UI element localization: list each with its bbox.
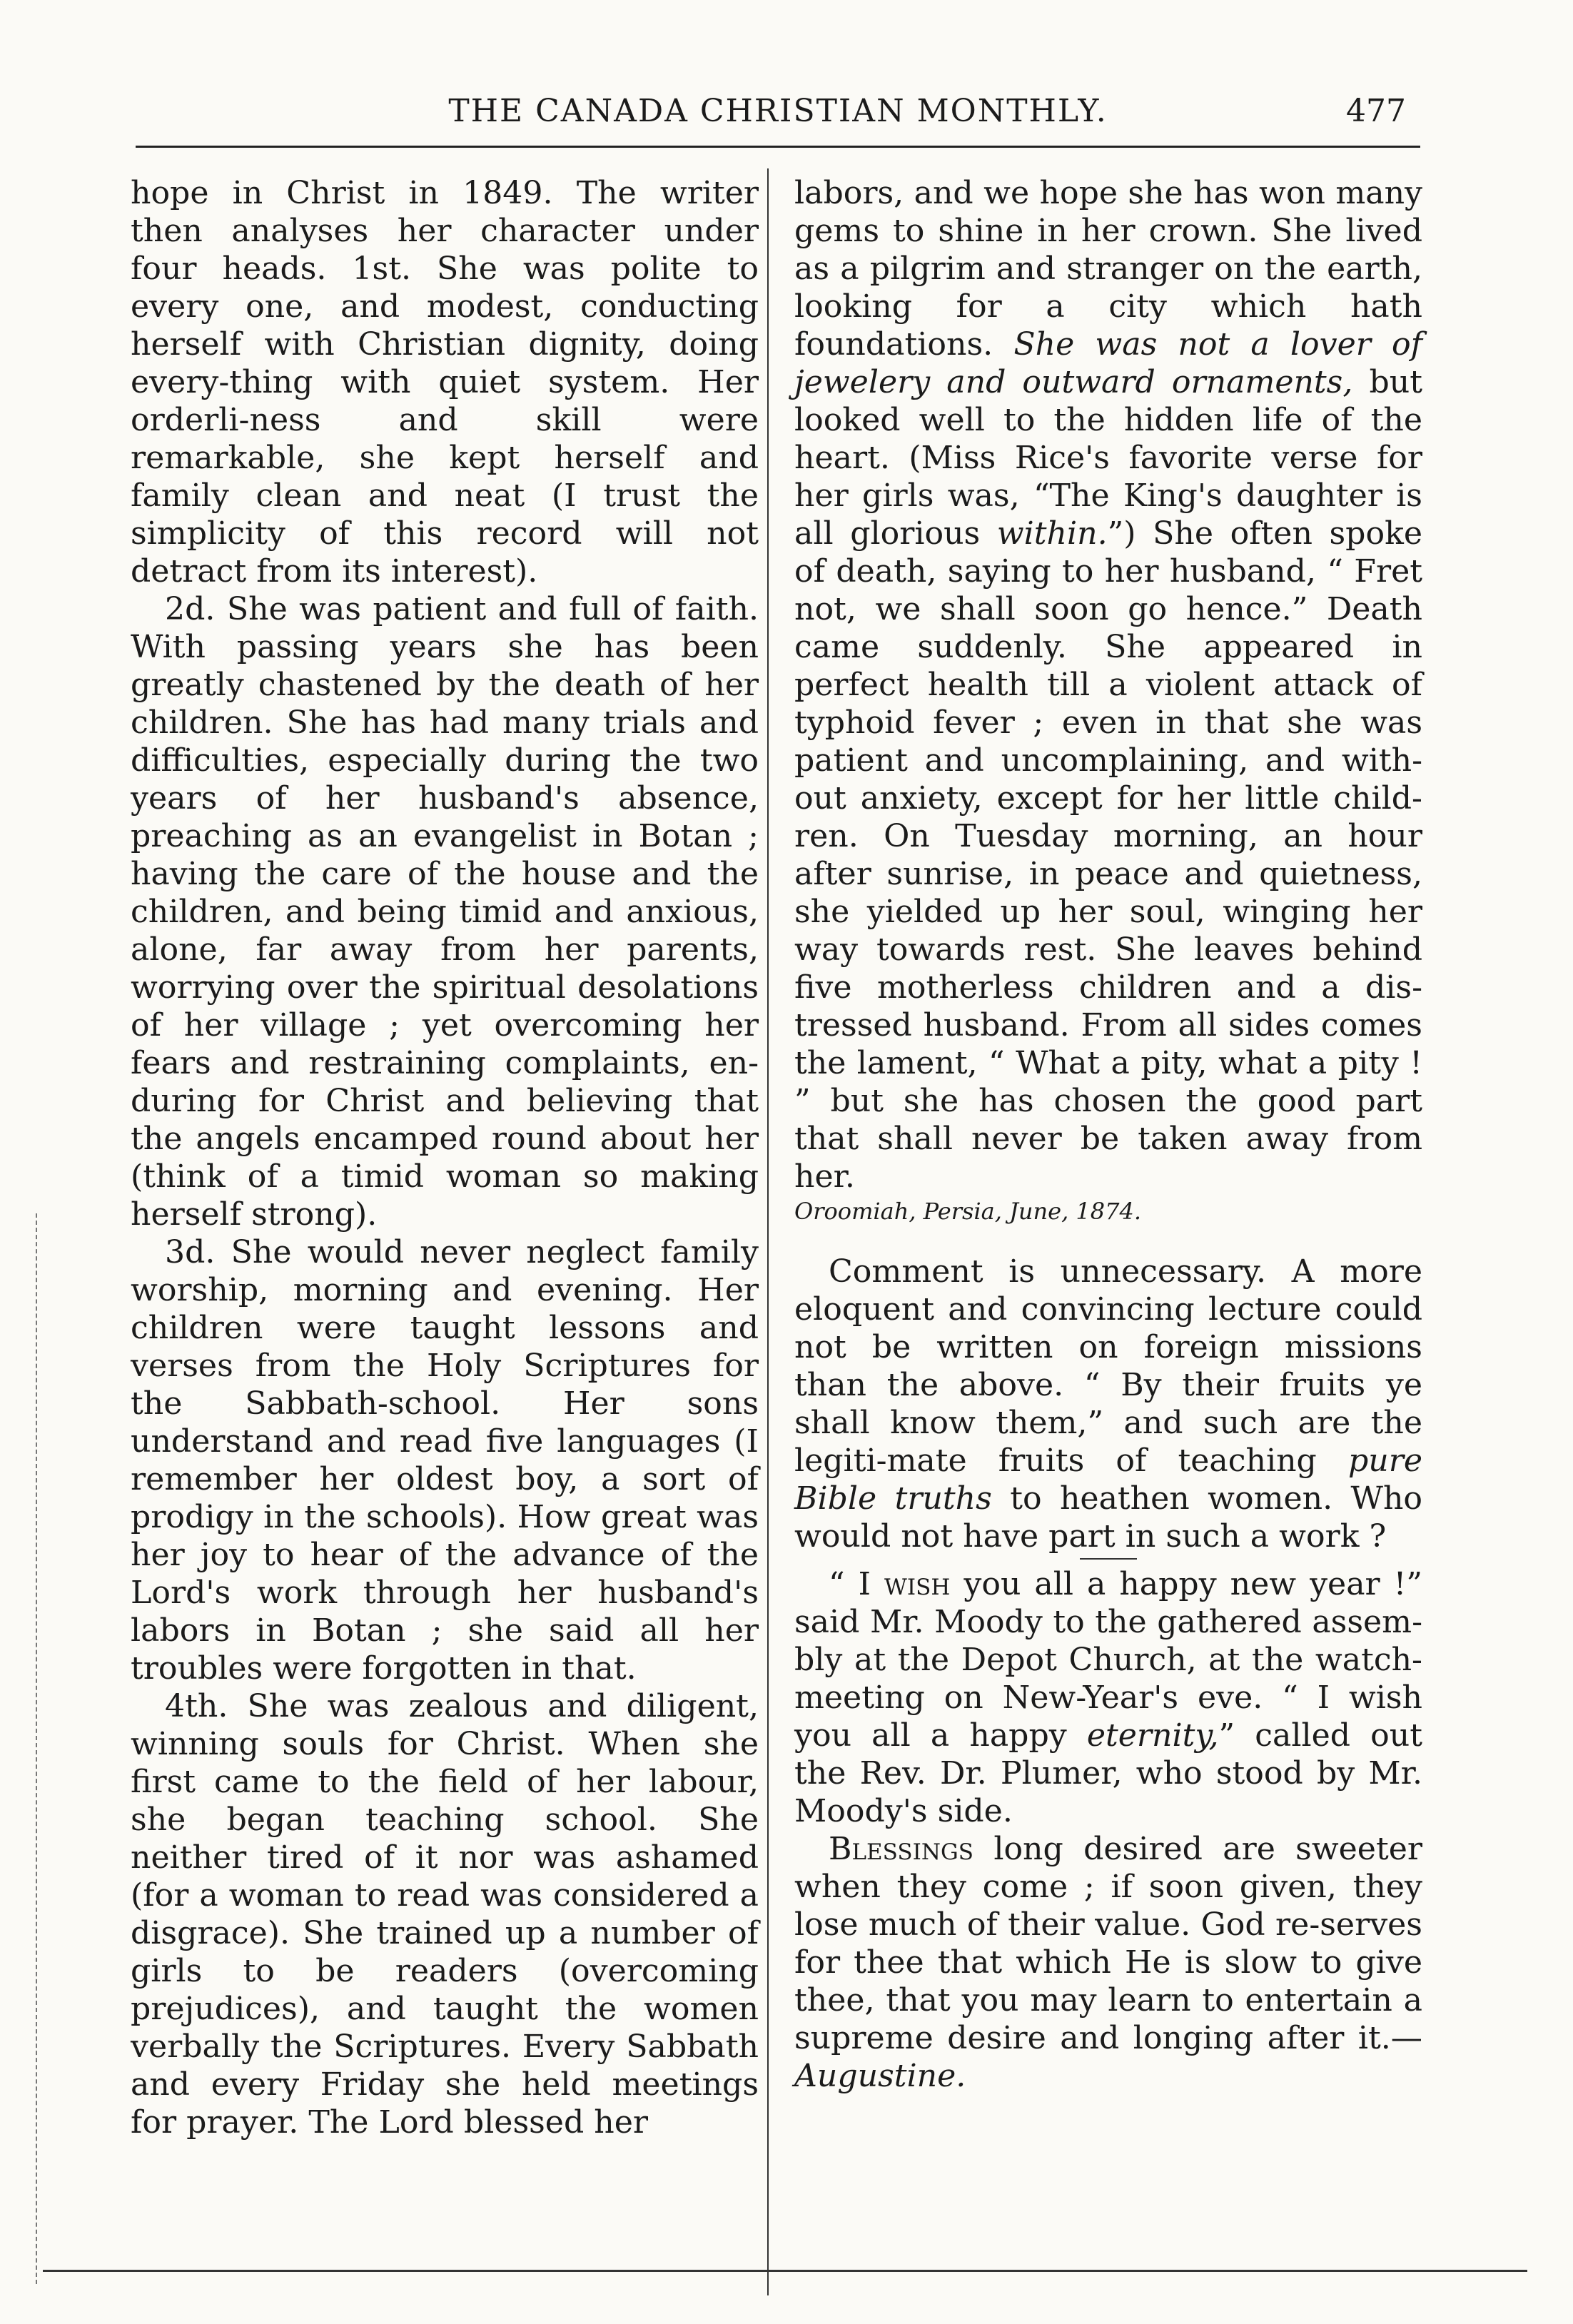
running-head [136,89,1420,148]
left-column [131,174,759,2141]
page-bottom-edge [43,2270,1527,2272]
text-run: but looked well to the hidden life of the heart. (Miss Rice's favorite verse for her girls was, “The King's daughter is all glorious [794,364,1422,552]
right-column [794,174,1422,2095]
text-run: Comment is unnecessary. A more eloquent and convincing lecture could not be written on foreign missions than the above. “ By their fruits ye shall know them,” and such are the legiti-mate fruits of teaching [794,1253,1422,1479]
right-paragraph-2 [794,1253,1422,1555]
right-paragraph-1 [794,174,1422,1196]
right-paragraph-4 [794,1830,1422,2095]
smallcaps-run: Blessings [829,1831,973,1867]
text-run: “ I [829,1566,885,1602]
right-paragraph-3 [794,1565,1422,1830]
text-run: long desired are sweeter when they come ; if soon given, they lose much of their value. God re-serves for thee that which He is slow to give thee, that you may learn to entertain a supreme desire and longing after it.— [794,1831,1422,2056]
text-run: you all a happy new year !” said Mr. Moody to the gathered assem-bly at the Depot Church, at the watch-meeting on New-Year's eve. “ I wish you all a happy [794,1566,1423,1754]
spacer [794,1227,1422,1253]
italic-run: within. [996,515,1108,552]
text-run: labors, and we hope she has won many gems to shine in her crown. She lived as a pilgrim and stranger on the earth, looking for a city which hath foundations. [794,175,1422,363]
section-divider [1080,1558,1137,1560]
italic-run: Augustine. [794,2058,966,2094]
left-paragraph-1: hope in Christ in 1849. The writer then analyses her character under four heads. 1st. She was polite to every one, and modest, conducting herself with Christian dignity, doing every-thing with quiet system. Her orderli-ness and skill were remarkable, she kept herself and family clean and neat (I trust the simplicity of this record will not detract from its interest). [131,175,759,590]
italic-run: eternity, [1086,1717,1219,1754]
italic-run: pure Bible truths [794,1443,1422,1517]
left-paragraph-3: 3d. She would never neglect family worship, morning and evening. Her children were taught lessons and verses from the Holy Scriptures for the Sabbath-school. Her sons understand and read five languages (I remember her oldest boy, a sort of prodigy in the schools). How great was her joy to hear of the advance of the Lord's work through her husband's labors in Botan ; she said all her troubles were forgotten in that. [131,1234,759,1687]
dateline: Oroomiah, Persia, June, 1874. [794,1198,1142,1225]
left-paragraph-2: 2d. She was patient and full of faith. With passing years she has been greatly chastened by the death of her children. She has had many trials and difficulties, especially during the two years of her husband's absence, preaching as an evangelist in Botan ; having the care of the house and the children, and being timid and anxious, alone, far away from her parents, worrying over the spiritual desolations of her village ; yet overcoming her fears and restraining complaints, en-during for Christ and believing that the angels encamped round about her (think of a timid woman so making herself strong). [131,591,759,1233]
journal-title: THE CANADA CHRISTIAN MONTHLY. [448,93,1108,129]
column-divider [767,168,769,2295]
page-number: 477 [1346,93,1406,129]
text-run: ” called out the Rev. Dr. Plumer, who stood by Mr. Moody's side. [794,1717,1423,1829]
left-paragraph-4: 4th. She was zealous and diligent, winning souls for Christ. When she first came to the field of her labour, she began teaching school. She neither tired of it nor was ashamed (for a woman to read was considered a disgrace). She trained up a number of girls to be readers (overcoming prejudices), and taught the women verbally the Scriptures. Every Sabbath and every Friday she held meetings for prayer. The Lord blessed her [131,1688,759,2141]
scan-margin-mark [36,1213,37,2284]
smallcaps-run: wish [884,1566,951,1602]
text-run: ”) She often spoke of death, saying to her husband, “ Fret not, we shall soon go hence.” Death came suddenly. She appeared in perfect health till a violent attack of typhoid fever ; even in that she was patient and uncomplaining, and with-out anxiety, except for her little child-ren. On Tuesday morning, an hour after sunrise, in peace and quietness, she yielded up her soul, winging her way towards rest. She leaves behind five motherless children and a dis-tressed husband. From all sides comes the lament, “ What a pity, what a pity ! ” but she has chosen the good part that shall never be taken away from her. [794,515,1422,1195]
italic-run: She was not a lover of jewelery and outward ornaments, [794,326,1423,400]
text-run: to heathen women. Who would not have part in such a work ? [794,1480,1423,1555]
